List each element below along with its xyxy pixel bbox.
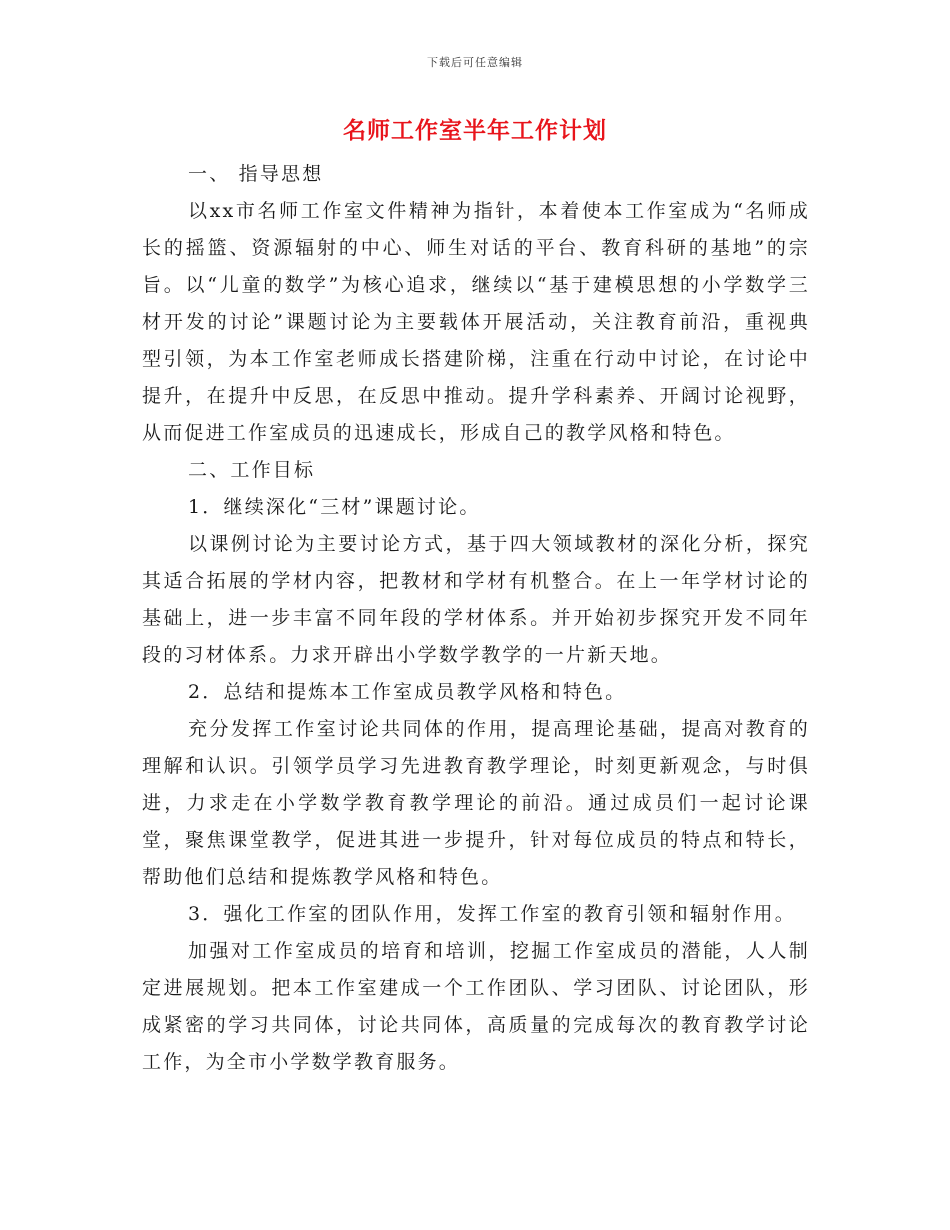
document-body: [142, 156, 810, 1081]
subheading-goal-2: 2．总结和提炼本工作室成员教学风格和特色。: [188, 681, 627, 703]
subheading-goal-1: 1．继续深化“三材”课题讨论。: [188, 496, 481, 518]
header-note: 下载后可任意编辑: [427, 56, 523, 69]
paragraph-guiding-ideology: 以xx市名师工作室文件精神为指针，本着使本工作室成为“名师成长的摇篮、资源辐射的中心、师生对话的平台、教育科研的基地”的宗旨。以“儿童的数学”为核心追求，继续以“基于建模思想的小学数学三材开发的讨论”课题讨论为主要载体开展活动，关注教育前沿，重视典型引领，为本工作室老师成长搭建阶梯，注重在行动中讨论，在讨论中提升，在提升中反思，在反思中推动。提升学科素养、开阔讨论视野，从而促进工作室成员的迅速成长，形成自己的教学风格和特色。: [142, 200, 810, 444]
document-title: 名师工作室半年工作计划: [343, 117, 607, 144]
section-heading-work-goals: 二、工作目标: [188, 459, 316, 481]
paragraph-goal-1: 以课例讨论为主要讨论方式，基于四大领域教材的深化分析，探究其适合拓展的学材内容，把教材和学材有机整合。在上一年学材讨论的基础上，进一步丰富不同年段的学材体系。并开始初步探究开发不同年段的习材体系。力求开辟出小学数学教学的一片新天地。: [142, 533, 810, 666]
paragraph-goal-2: 充分发挥工作室讨论共同体的作用，提高理论基础，提高对教育的理解和认识。引领学员学习先进教育教学理论，时刻更新观念，与时俱进，力求走在小学数学教育教学理论的前沿。通过成员们一起讨论课堂，聚焦课堂教学，促进其进一步提升，针对每位成员的特点和特长，帮助他们总结和提炼教学风格和特色。: [142, 718, 810, 888]
subheading-goal-3: 3．强化工作室的团队作用，发挥工作室的教育引领和辐射作用。: [188, 903, 796, 925]
section-heading-guiding-ideology: 一、 指导思想: [188, 163, 324, 185]
paragraph-goal-3: 加强对工作室成员的培育和培训，挖掘工作室成员的潜能，人人制定进展规划。把本工作室建成一个工作团队、学习团队、讨论团队，形成紧密的学习共同体，讨论共同体，高质量的完成每次的教育教学讨论工作，为全市小学数学教育服务。: [142, 940, 810, 1073]
